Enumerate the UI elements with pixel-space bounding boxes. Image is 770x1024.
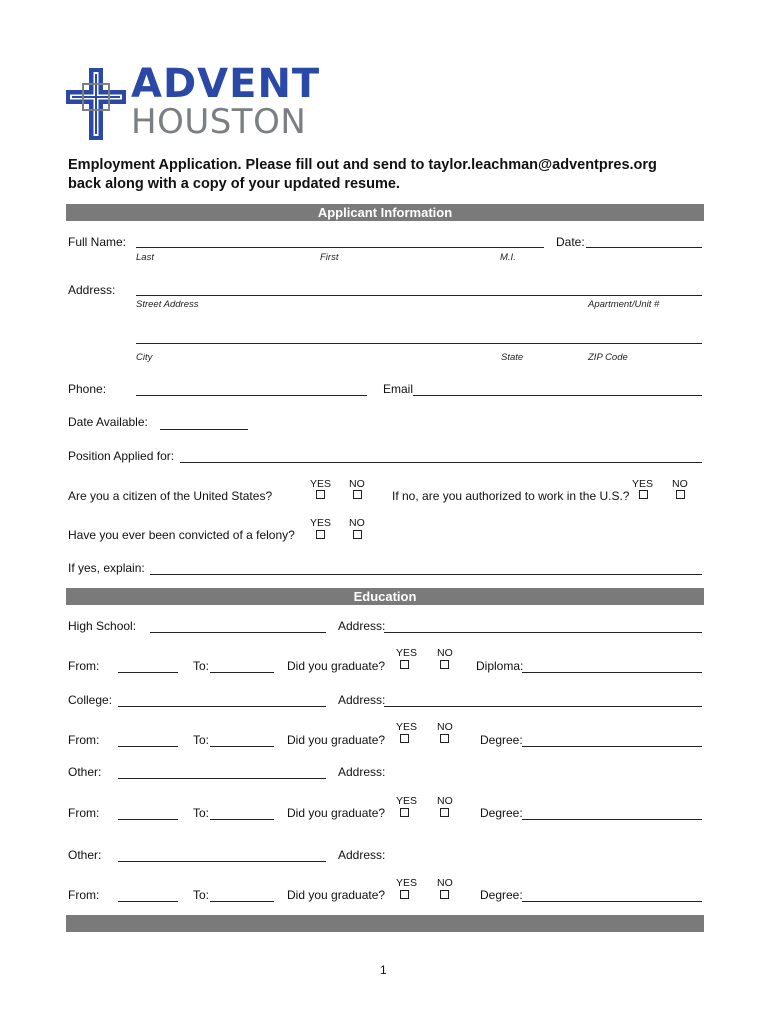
college-graduate-yes-checkbox[interactable] xyxy=(400,734,409,743)
high-school-address-label: Address: xyxy=(338,619,386,633)
other1-graduate-question: Did you graduate? xyxy=(287,806,386,820)
email-field[interactable] xyxy=(413,395,702,396)
other2-graduate-yes-checkbox[interactable] xyxy=(400,890,409,899)
college-from-field[interactable] xyxy=(118,746,178,747)
other1-to-label: To: xyxy=(193,806,210,820)
college-graduate-no-checkbox[interactable] xyxy=(440,734,449,743)
other1-no-label: NO xyxy=(437,795,453,807)
other2-from-field[interactable] xyxy=(118,901,178,902)
hs-to-label: To: xyxy=(193,659,210,673)
other2-yes-label: YES xyxy=(396,877,418,889)
hs-graduate-question: Did you graduate? xyxy=(287,659,386,673)
citizen-yes-checkbox[interactable] xyxy=(316,490,325,499)
college-from-label: From: xyxy=(68,733,100,747)
other2-to-label: To: xyxy=(193,888,210,902)
authorized-yes-checkbox[interactable] xyxy=(639,490,648,499)
college-yes-label: YES xyxy=(396,721,418,733)
zip-hint: ZIP Code xyxy=(588,352,628,363)
diploma-field[interactable] xyxy=(522,672,702,673)
authorized-no-label: NO xyxy=(672,478,688,490)
other2-address-label: Address: xyxy=(338,848,386,862)
first-hint: First xyxy=(320,252,339,263)
date-available-field[interactable] xyxy=(160,429,248,430)
college-address-field[interactable] xyxy=(384,706,702,707)
street-address-hint: Street Address xyxy=(136,299,199,310)
felony-yes-checkbox[interactable] xyxy=(316,530,325,539)
felony-question: Have you ever been convicted of a felony? xyxy=(68,528,295,542)
citizen-yes-label: YES xyxy=(310,478,332,490)
citizen-no-checkbox[interactable] xyxy=(353,490,362,499)
college-field[interactable] xyxy=(118,706,326,707)
other2-from-label: From: xyxy=(68,888,100,902)
college-label: College: xyxy=(68,693,113,707)
felony-yes-label: YES xyxy=(310,517,332,529)
mi-hint: M.I. xyxy=(500,252,516,263)
date-field[interactable] xyxy=(586,247,702,248)
other1-field[interactable] xyxy=(118,778,326,779)
other1-to-field[interactable] xyxy=(210,819,274,820)
explain-label: If yes, explain: xyxy=(68,561,145,575)
cross-logo-icon xyxy=(66,68,126,140)
other2-field[interactable] xyxy=(118,861,326,862)
citizen-question: Are you a citizen of the United States? xyxy=(68,489,273,503)
felony-no-label: NO xyxy=(349,517,365,529)
email-label: Email xyxy=(383,382,414,396)
page-number: 1 xyxy=(380,963,387,977)
hs-yes-label: YES xyxy=(396,647,418,659)
section-header-applicant: Applicant Information xyxy=(66,204,704,221)
hs-no-label: NO xyxy=(437,647,453,659)
other2-no-label: NO xyxy=(437,877,453,889)
other1-graduate-yes-checkbox[interactable] xyxy=(400,808,409,817)
explain-field[interactable] xyxy=(150,574,702,575)
hs-from-label: From: xyxy=(68,659,100,673)
college-to-field[interactable] xyxy=(210,746,274,747)
other2-degree-label: Degree: xyxy=(480,888,523,902)
high-school-field[interactable] xyxy=(150,632,326,633)
other1-graduate-no-checkbox[interactable] xyxy=(440,808,449,817)
hs-graduate-no-checkbox[interactable] xyxy=(440,660,449,669)
phone-label: Phone: xyxy=(68,382,107,396)
other1-degree-label: Degree: xyxy=(480,806,523,820)
city-hint: City xyxy=(136,352,153,363)
logo-word-advent: ADVENT xyxy=(131,61,321,107)
other1-label: Other: xyxy=(68,765,102,779)
title-line-2: back along with a copy of your updated resume. xyxy=(68,176,400,192)
date-available-label: Date Available: xyxy=(68,415,148,429)
other1-from-label: From: xyxy=(68,806,100,820)
hs-from-field[interactable] xyxy=(118,672,178,673)
other1-from-field[interactable] xyxy=(118,819,178,820)
felony-no-checkbox[interactable] xyxy=(353,530,362,539)
other1-yes-label: YES xyxy=(396,795,418,807)
other2-graduate-no-checkbox[interactable] xyxy=(440,890,449,899)
logo-word-houston: HOUSTON xyxy=(131,102,307,142)
title-line-1: Employment Application. Please fill out and send to taylor.leachman@adventpres.org xyxy=(68,157,657,173)
apartment-hint: Apartment/Unit # xyxy=(588,299,660,310)
full-name-field[interactable] xyxy=(136,247,544,248)
citizen-no-label: NO xyxy=(349,478,365,490)
phone-field[interactable] xyxy=(136,395,367,396)
full-name-label: Full Name: xyxy=(68,235,127,249)
diploma-label: Diploma: xyxy=(476,659,524,673)
hs-graduate-yes-checkbox[interactable] xyxy=(400,660,409,669)
last-hint: Last xyxy=(136,252,154,263)
authorized-question: If no, are you authorized to work in the U.S.? xyxy=(392,489,630,503)
college-graduate-question: Did you graduate? xyxy=(287,733,386,747)
other2-graduate-question: Did you graduate? xyxy=(287,888,386,902)
position-label: Position Applied for: xyxy=(68,449,175,463)
state-hint: State xyxy=(501,352,524,363)
other2-label: Other: xyxy=(68,848,102,862)
college-no-label: NO xyxy=(437,721,453,733)
date-label: Date: xyxy=(556,235,585,249)
high-school-label: High School: xyxy=(68,619,137,633)
other1-address-label: Address: xyxy=(338,765,386,779)
hs-to-field[interactable] xyxy=(210,672,274,673)
other2-degree-field[interactable] xyxy=(522,901,702,902)
city-state-zip-field[interactable] xyxy=(136,343,702,344)
authorized-yes-label: YES xyxy=(632,478,654,490)
position-field[interactable] xyxy=(180,462,702,463)
high-school-address-field[interactable] xyxy=(384,632,702,633)
college-degree-label: Degree: xyxy=(480,733,523,747)
section-header-education: Education xyxy=(66,588,704,605)
college-to-label: To: xyxy=(193,733,210,747)
other2-to-field[interactable] xyxy=(210,901,274,902)
street-address-field[interactable] xyxy=(136,295,702,296)
college-address-label: Address: xyxy=(338,693,386,707)
college-degree-field[interactable] xyxy=(522,746,702,747)
address-label: Address: xyxy=(68,283,116,297)
section-header-empty xyxy=(66,915,704,932)
other1-degree-field[interactable] xyxy=(522,819,702,820)
page-title xyxy=(68,156,657,194)
authorized-no-checkbox[interactable] xyxy=(676,490,685,499)
